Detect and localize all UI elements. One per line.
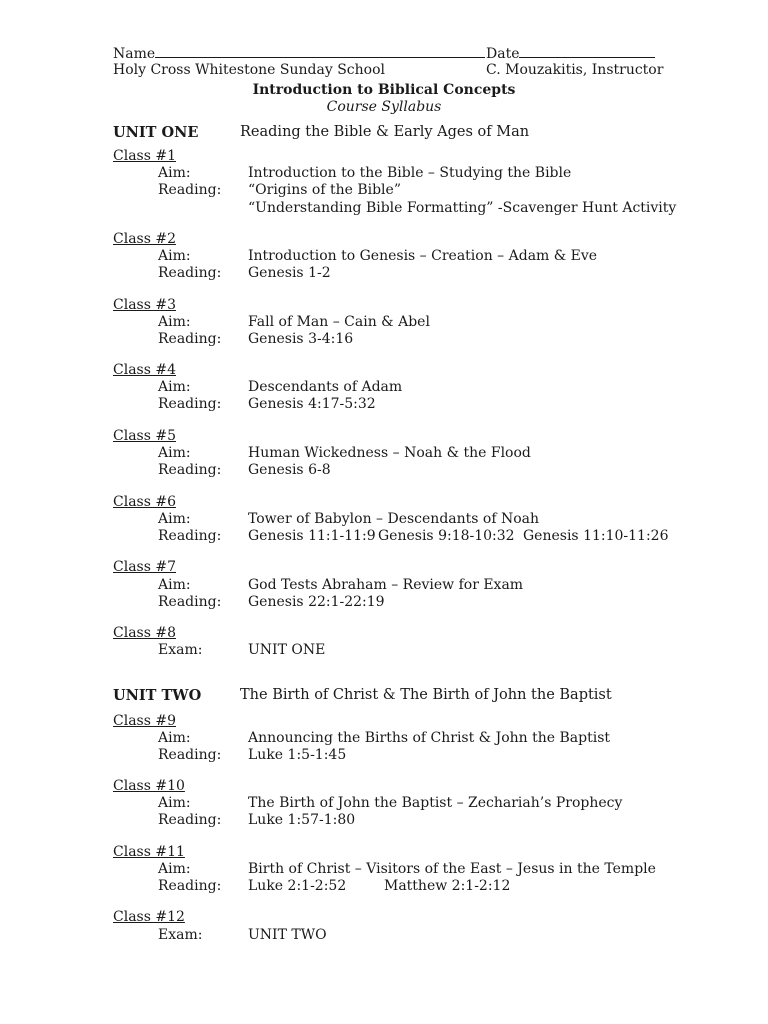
class-6-aim: Tower of Babylon – Descendants of Noah [248,511,540,527]
reading-label: Reading: [158,878,222,894]
aim-label: Aim: [158,248,191,264]
class-6-reading-2: Genesis 9:18-10:32 [378,528,515,544]
aim-label: Aim: [158,165,191,181]
reading-label: Reading: [158,594,222,610]
aim-label: Aim: [158,445,191,461]
reading-label: Reading: [158,331,222,347]
reading-label: Reading: [158,528,222,544]
exam-label: Exam: [158,927,203,943]
aim-label: Aim: [158,795,191,811]
class-2-aim: Introduction to Genesis – Creation – Adam & Eve [248,248,598,264]
class-7-aim: God Tests Abraham – Review for Exam [248,577,524,593]
class-11-reading-2: Matthew 2:1-2:12 [384,878,511,894]
aim-label: Aim: [158,730,191,746]
class-9-heading: Class #9 [113,713,176,729]
class-1-aim: Introduction to the Bible – Studying the Bible [248,165,572,181]
unit-two-title: The Birth of Christ & The Birth of John the Baptist [240,687,612,703]
exam-label: Exam: [158,642,203,658]
aim-label: Aim: [158,379,191,395]
name-line [113,44,485,63]
class-10-reading: Luke 1:57-1:80 [248,812,356,828]
class-7-reading: Genesis 22:1-22:19 [248,594,385,610]
class-6-reading-1: Genesis 11:1-11:9 [248,528,376,544]
course-title: Introduction to Biblical Concepts [252,82,516,98]
class-3-reading: Genesis 3-4:16 [248,331,354,347]
class-2-heading: Class #2 [113,231,176,247]
reading-label: Reading: [158,182,222,198]
class-5-heading: Class #5 [113,428,176,444]
class-6-heading: Class #6 [113,494,176,510]
class-1-heading: Class #1 [113,148,176,164]
class-12-exam: UNIT TWO [248,927,327,943]
unit-one-title: Reading the Bible & Early Ages of Man [240,124,530,140]
aim-label: Aim: [158,861,191,877]
course-subtitle: Course Syllabus [326,99,442,115]
aim-label: Aim: [158,577,191,593]
class-11-aim: Birth of Christ – Visitors of the East – Jesus in the Temple [248,861,656,877]
class-6-reading-3: Genesis 11:10-11:26 [523,528,669,544]
class-8-exam: UNIT ONE [248,642,326,658]
class-1-reading-1: “Origins of the Bible” [248,182,401,198]
date-line [486,44,655,63]
instructor-name: C. Mouzakitis, Instructor [486,62,664,78]
class-4-aim: Descendants of Adam [248,379,403,395]
class-9-aim: Announcing the Births of Christ & John the Baptist [248,730,611,746]
aim-label: Aim: [158,314,191,330]
class-5-aim: Human Wickedness – Noah & the Flood [248,445,531,461]
class-9-reading: Luke 1:5-1:45 [248,747,347,763]
class-2-reading: Genesis 1-2 [248,265,331,281]
class-10-heading: Class #10 [113,778,185,794]
unit-two-label: UNIT TWO [113,687,202,704]
class-3-aim: Fall of Man – Cain & Abel [248,314,430,330]
class-11-reading-1: Luke 2:1-2:52 [248,878,347,894]
class-11-heading: Class #11 [113,844,185,860]
class-4-heading: Class #4 [113,362,176,378]
class-8-heading: Class #8 [113,625,176,641]
reading-label: Reading: [158,396,222,412]
class-3-heading: Class #3 [113,297,176,313]
class-1-reading-2: “Understanding Bible Formatting” -Scavenger Hunt Activity [248,200,677,216]
class-5-reading: Genesis 6-8 [248,462,331,478]
class-10-aim: The Birth of John the Baptist – Zechariah’s Prophecy [248,795,623,811]
reading-label: Reading: [158,812,222,828]
reading-label: Reading: [158,747,222,763]
reading-label: Reading: [158,265,222,281]
aim-label: Aim: [158,511,191,527]
school-name: Holy Cross Whitestone Sunday School [113,62,385,78]
class-7-heading: Class #7 [113,559,176,575]
class-4-reading: Genesis 4:17-5:32 [248,396,376,412]
name-blank [155,44,485,58]
date-label: Date [486,46,520,62]
reading-label: Reading: [158,462,222,478]
name-label: Name [113,46,156,62]
date-blank [519,44,655,58]
unit-one-label: UNIT ONE [113,124,199,141]
class-12-heading: Class #12 [113,909,185,925]
